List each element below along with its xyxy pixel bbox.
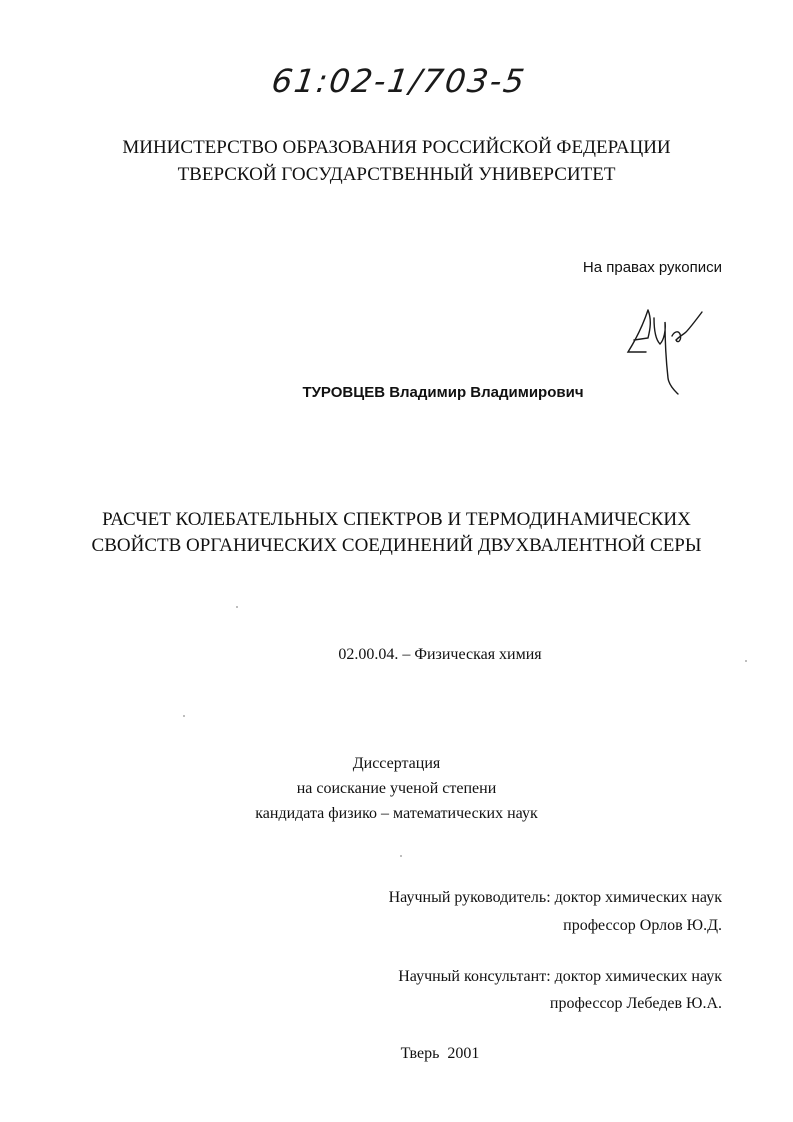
- consultant-name: профессор Лебедев Ю.А.: [549, 995, 722, 1012]
- handwritten-signature: [624, 300, 714, 395]
- supervisor-name: профессор Орлов Ю.Д.: [563, 917, 722, 934]
- scientific-supervisor: [300, 884, 722, 940]
- ministry-header: [0, 134, 793, 188]
- title-line-1: РАСЧЕТ КОЛЕБАТЕЛЬНЫХ СПЕКТРОВ И ТЕРМОДИНАМИЧЕСКИХ: [102, 509, 691, 530]
- scan-speck: [236, 606, 238, 608]
- rights-note: На правах рукописи: [582, 259, 722, 276]
- dissertation-title: [0, 507, 793, 559]
- consultant-role: Научный консультант: доктор химических наук: [398, 968, 722, 985]
- author-name: ТУРОВЦЕВ Владимир Владимирович: [302, 384, 584, 401]
- supervisor-role: Научный руководитель: доктор химических наук: [388, 889, 722, 906]
- handwritten-registry-code: 61:02-1/703-5: [269, 62, 529, 100]
- degree-line-2: на соискание ученой степени: [296, 780, 497, 797]
- specialty-code: 02.00.04. – Физическая химия: [338, 646, 542, 663]
- degree-statement: [0, 751, 793, 826]
- scientific-consultant: [300, 963, 722, 1017]
- city-year: [0, 1045, 793, 1063]
- scan-speck: [745, 660, 747, 662]
- university-line: ТВЕРСКОЙ ГОСУДАРСТВЕННЫЙ УНИВЕРСИТЕТ: [177, 164, 616, 185]
- scan-speck: [400, 855, 402, 857]
- city: Тверь: [400, 1045, 440, 1062]
- year: 2001: [447, 1045, 480, 1062]
- degree-line-1: Диссертация: [352, 755, 441, 772]
- title-line-2: СВОЙСТВ ОРГАНИЧЕСКИХ СОЕДИНЕНИЙ ДВУХВАЛЕНТНОЙ СЕРЫ: [91, 535, 702, 556]
- scan-speck: [183, 715, 185, 717]
- ministry-line: МИНИСТЕРСТВО ОБРАЗОВАНИЯ РОССИЙСКОЙ ФЕДЕРАЦИИ: [122, 137, 671, 158]
- degree-line-3: кандидата физико – математических наук: [255, 805, 538, 822]
